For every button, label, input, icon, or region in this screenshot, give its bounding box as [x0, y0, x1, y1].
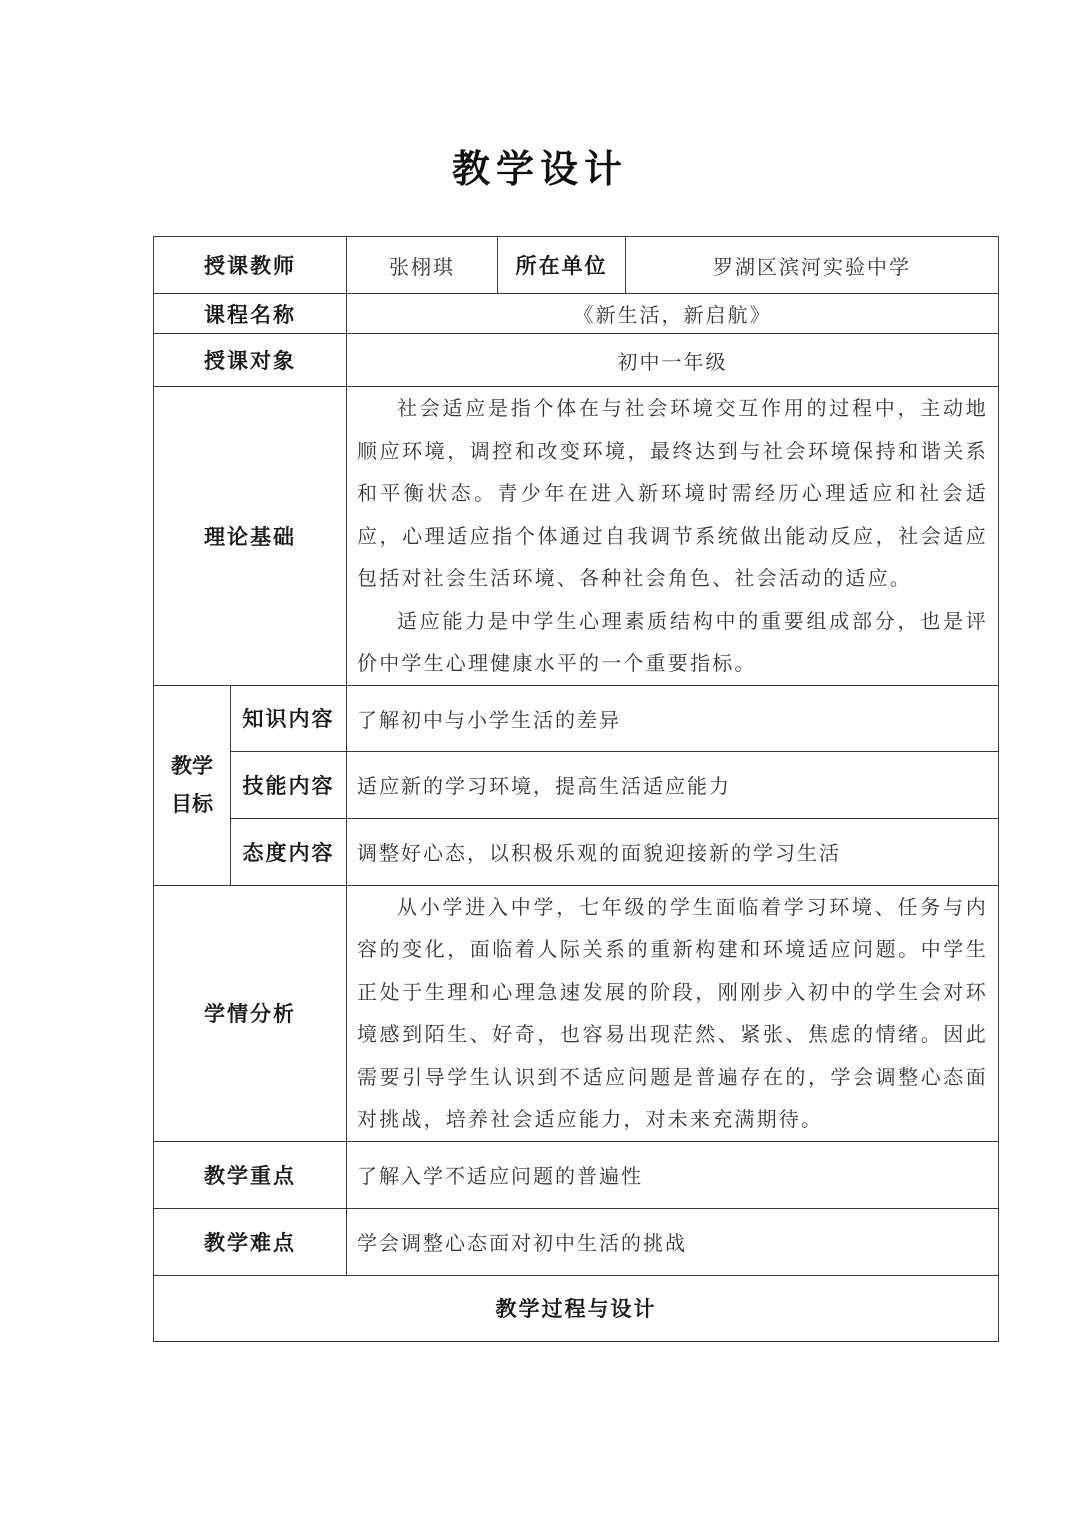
unit-value: 罗湖区滨河实验中学 — [626, 237, 999, 294]
difficulty-value: 学会调整心态面对初中生活的挑战 — [347, 1208, 999, 1275]
skill-value: 适应新的学习环境，提高生活适应能力 — [347, 751, 999, 818]
objective-attitude-row — [154, 818, 999, 885]
attitude-label: 态度内容 — [231, 818, 347, 885]
lesson-plan-table — [153, 236, 999, 1342]
skill-label: 技能内容 — [231, 751, 347, 818]
knowledge-label: 知识内容 — [231, 685, 347, 751]
knowledge-value: 了解初中与小学生活的差异 — [347, 685, 999, 751]
objectives-label — [154, 685, 231, 885]
objective-knowledge-row — [154, 685, 999, 751]
audience-value: 初中一年级 — [347, 334, 999, 387]
audience-label: 授课对象 — [154, 334, 347, 387]
unit-label: 所在单位 — [498, 237, 626, 294]
key-point-value: 了解入学不适应问题的普遍性 — [347, 1141, 999, 1208]
theory-row — [154, 387, 999, 686]
attitude-value: 调整好心态，以积极乐观的面貌迎接新的学习生活 — [347, 818, 999, 885]
objectives-label-line1: 教学 — [171, 753, 213, 778]
analysis-content — [347, 885, 999, 1141]
theory-paragraph-1: 社会适应是指个体在与社会环境交互作用的过程中，主动地顺应环境，调控和改变环境，最终达到与社会环境保持和谐关系和平衡状态。青少年在进入新环境时需经历心理适应和社会适应，心理适应指个体通过自我调节系统做出能动反应，社会适应包括对社会生活环境、各种社会角色、社会活动的适应。 — [357, 396, 988, 590]
teacher-label: 授课教师 — [154, 237, 347, 294]
analysis-label: 学情分析 — [154, 885, 347, 1141]
teacher-row — [154, 237, 999, 294]
difficulty-label: 教学难点 — [154, 1208, 347, 1275]
theory-paragraph-2: 适应能力是中学生心理素质结构中的重要组成部分，也是评价中学生心理健康水平的一个重要指标。 — [357, 608, 988, 675]
audience-row — [154, 334, 999, 387]
teacher-value: 张栩琪 — [347, 237, 498, 294]
course-value: 《新生活，新启航》 — [347, 294, 999, 334]
theory-label: 理论基础 — [154, 387, 347, 686]
analysis-paragraph: 从小学进入中学，七年级的学生面临着学习环境、任务与内容的变化，面临着人际关系的重新构建和环境适应问题。中学生正处于生理和心理急速发展的阶段，刚刚步入初中的学生会对环境感到陌生、好奇，也容易出现茫然、紧张、焦虑的情绪。因此需要引导学生认识到不适应问题是普遍存在的，学会调整心态面对挑战，培养社会适应能力，对未来充满期待。 — [357, 894, 988, 1131]
key-point-label: 教学重点 — [154, 1141, 347, 1208]
process-heading-row — [154, 1275, 999, 1341]
theory-content — [347, 387, 999, 686]
process-heading: 教学过程与设计 — [154, 1275, 999, 1341]
key-point-row — [154, 1141, 999, 1208]
analysis-row — [154, 885, 999, 1141]
objective-skill-row — [154, 751, 999, 818]
course-row — [154, 294, 999, 334]
difficulty-row — [154, 1208, 999, 1275]
objectives-label-line2: 目标 — [171, 791, 213, 816]
course-label: 课程名称 — [154, 294, 347, 334]
document-title: 教学设计 — [451, 146, 628, 191]
